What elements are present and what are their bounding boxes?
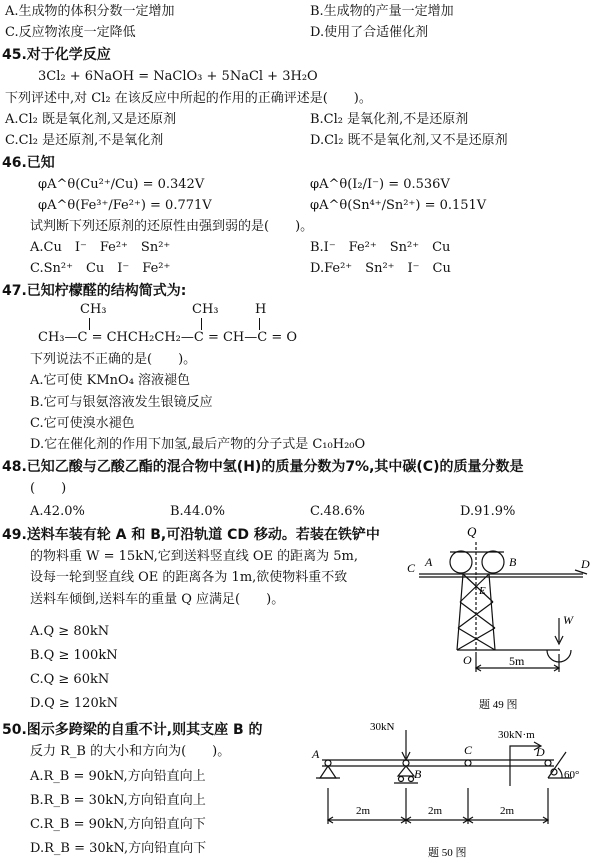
q48-option-b: B.44.0% (170, 504, 225, 519)
q46-option-a: A.Cu I⁻ Fe²⁺ Sn²⁺ (30, 240, 171, 255)
q44-option-a: A.生成物的体积分数一定增加 (5, 4, 175, 19)
q50-option-b: B.R_B = 30kN,方向铅直向上 (30, 793, 206, 808)
q46-option-c: C.Sn²⁺ Cu I⁻ Fe²⁺ (30, 261, 171, 276)
q47-bond-1 (89, 318, 90, 330)
q44-option-b: B.生成物的产量一定增加 (310, 4, 454, 19)
q50-fig-dim-1: 2m (356, 805, 371, 817)
q49-figure (405, 522, 595, 714)
q48-option-c: C.48.6% (310, 504, 365, 519)
q49-option-c: C.Q ≥ 60kN (30, 672, 110, 687)
q44-option-d: D.使用了合适催化剂 (310, 25, 429, 40)
q50-fig-angle: 60° (564, 769, 580, 781)
q47-option-a: A.它可使 KMnO₄ 溶液褪色 (30, 373, 191, 388)
q50-fig-label-a: A (312, 747, 320, 761)
q47-bond-2 (201, 318, 202, 330)
q49-fig-label-c: C (407, 561, 416, 575)
q45-option-a: A.Cl₂ 既是氧化剂,又是还原剂 (5, 112, 177, 127)
q46-potential-fe: φA^θ(Fe³⁺/Fe²⁺) = 0.771V (38, 198, 212, 213)
q46-option-b: B.I⁻ Fe²⁺ Sn²⁺ Cu (310, 240, 451, 255)
q46-option-d: D.Fe²⁺ Sn²⁺ I⁻ Cu (310, 261, 451, 276)
q46-potential-cu: φA^θ(Cu²⁺/Cu) = 0.342V (38, 177, 205, 192)
q50-fig-moment-label: 30kN·m (498, 729, 535, 741)
q49-option-a: A.Q ≥ 80kN (30, 624, 110, 639)
q49-fig-caption: 题 49 图 (479, 699, 518, 711)
q50-fig-label-d: D (536, 745, 545, 759)
q49-fig-label-q: Q (467, 524, 477, 539)
q50-fig-force-label: 30kN (370, 721, 395, 733)
q49-fig-label-b: B (509, 555, 517, 569)
q45-option-d: D.Cl₂ 既不是氧化剂,又不是还原剂 (310, 133, 508, 148)
q50-option-a: A.R_B = 90kN,方向铅直向上 (30, 769, 206, 784)
q44-option-c: C.反应物浓度一定降低 (5, 25, 136, 40)
q50-fig-caption: 题 50 图 (428, 847, 467, 859)
q46-potential-i: φA^θ(I₂/I⁻) = 0.536V (310, 177, 450, 192)
q45-question: 下列评述中,对 Cl₂ 在该反应中所起的作用的正确评述是( )。 (5, 91, 372, 106)
q49-fig-label-a: A (425, 555, 433, 569)
q47-option-d: D.它在催化剂的作用下加氢,最后产物的分子式是 C₁₀H₂₀O (30, 437, 366, 452)
q50-fig-dim-3: 2m (500, 805, 515, 817)
q50-line-2: 反力 R_B 的大小和方向为( )。 (30, 744, 231, 759)
q48-stem: 48.已知乙酸与乙酸乙酯的混合物中氢(H)的质量分数为7%,其中碳(C)的质量分数是 (2, 459, 524, 475)
q49-option-d: D.Q ≥ 120kN (30, 696, 118, 711)
q50-fig-dim-2: 2m (428, 805, 443, 817)
q47-bond-3 (259, 318, 260, 330)
q47-hydrogen: H (255, 302, 267, 317)
q50-figure (300, 716, 596, 862)
q49-fig-label-w: W (563, 613, 573, 627)
q47-methyl-2: CH₃ (192, 302, 219, 317)
q50-fig-label-c: C (464, 743, 473, 757)
q49-option-b: B.Q ≥ 100kN (30, 648, 118, 663)
q46-stem: 46.已知 (2, 155, 55, 171)
q49-line-4: 送料车倾倒,送料车的重量 Q 应满足( )。 (30, 592, 285, 607)
q49-fig-label-o: O (463, 653, 472, 667)
q50-stem: 50.图示多跨梁的自重不计,则其支座 B 的 (2, 722, 263, 738)
q45-option-c: C.Cl₂ 是还原剂,不是氧化剂 (5, 133, 164, 148)
q49-fig-label-e: E (479, 585, 486, 597)
q50-option-d: D.R_B = 30kN,方向铅直向下 (30, 841, 207, 856)
q47-methyl-1: CH₃ (80, 302, 107, 317)
q49-fig-label-d: D (581, 557, 590, 571)
q47-question: 下列说法不正确的是( )。 (30, 352, 197, 367)
q47-formula: CH₃—C = CHCH₂CH₂—C = CH—C = O (38, 330, 298, 345)
q45-equation: 3Cl₂ + 6NaOH = NaClO₃ + 5NaCl + 3H₂O (38, 69, 318, 84)
q49-line-2: 的物料重 W = 15kN,它到送料竖直线 OE 的距离为 5m, (30, 549, 359, 564)
q46-question: 试判断下列还原剂的还原性由强到弱的是( )。 (30, 219, 314, 234)
q47-option-c: C.它可使溴水褪色 (30, 416, 135, 431)
q49-fig-dimension: 5m (509, 654, 525, 668)
q50-option-c: C.R_B = 90kN,方向铅直向下 (30, 817, 206, 832)
q49-stem: 49.送料车装有轮 A 和 B,可沿轨道 CD 移动。若装在铁铲中 (2, 527, 380, 543)
q46-potential-sn: φA^θ(Sn⁴⁺/Sn²⁺) = 0.151V (310, 198, 487, 213)
q48-blank: ( ) (30, 481, 67, 496)
q47-stem: 47.已知柠檬醛的结构简式为: (2, 283, 187, 299)
q45-option-b: B.Cl₂ 是氧化剂,不是还原剂 (310, 112, 469, 127)
q47-option-b: B.它可与银氨溶液发生银镜反应 (30, 395, 213, 410)
q50-fig-label-b: B (414, 767, 422, 781)
q45-stem: 45.对于化学反应 (2, 47, 111, 63)
q48-option-a: A.42.0% (30, 504, 85, 519)
q49-line-3: 设每一轮到竖直线 OE 的距离各为 1m,欲使物料重不致 (30, 570, 348, 585)
q48-option-d: D.91.9% (460, 504, 516, 519)
